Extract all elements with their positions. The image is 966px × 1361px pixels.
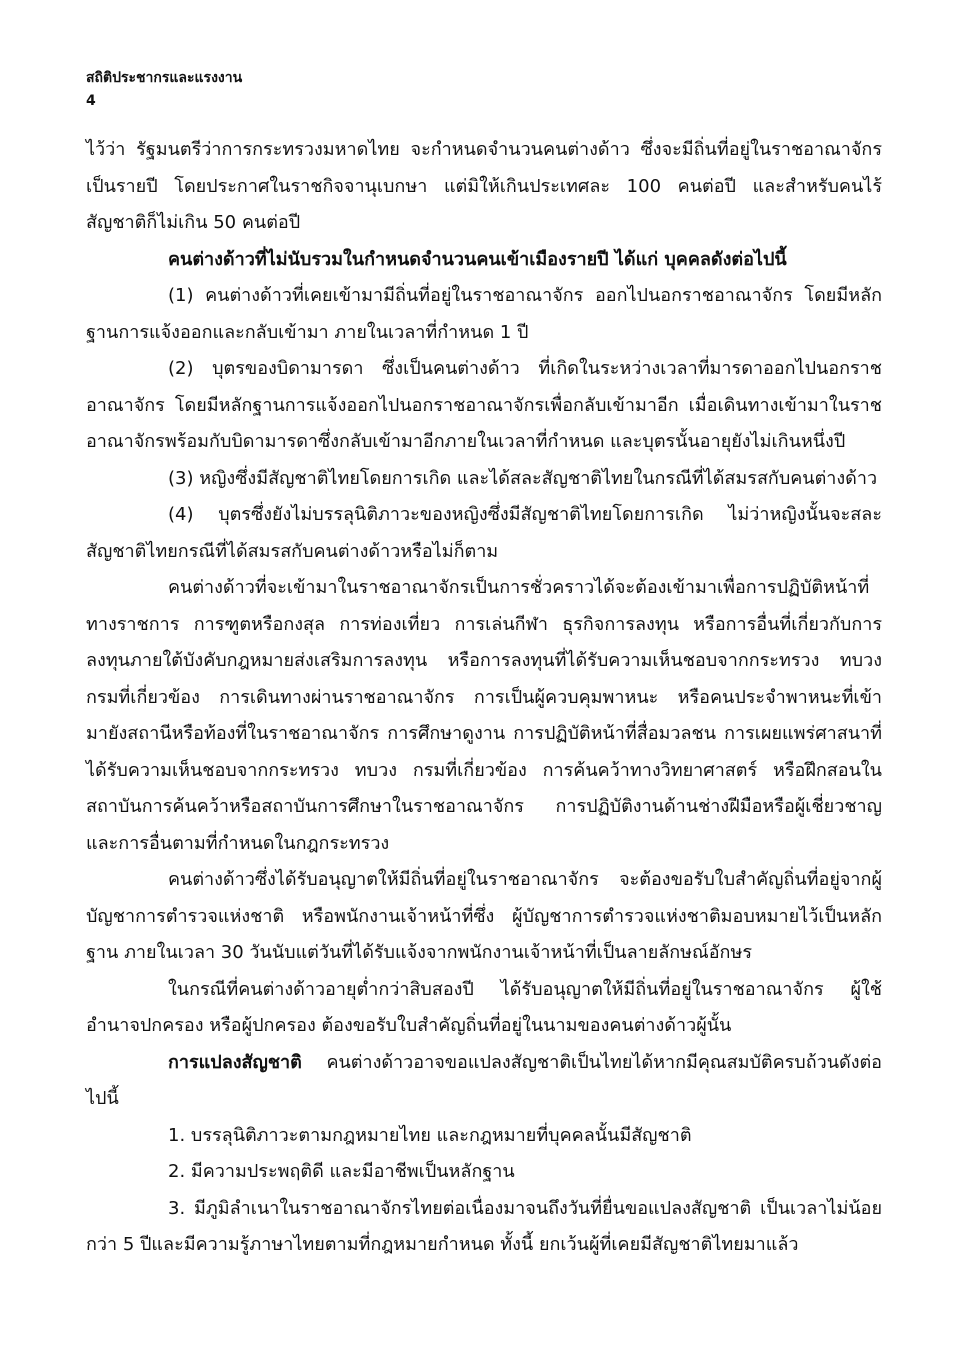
body-text <box>86 132 882 1264</box>
paragraph-10 <box>86 1045 882 1118</box>
list-item-1: 1. บรรลุนิติภาวะตามกฎหมายไทย และกฎหมายที่บุคคลนั้นมีสัญชาติ <box>168 1124 692 1146</box>
paragraph-3: (1) คนต่างด้าวที่เคยเข้ามามีถิ่นที่อยู่ในราชอาณาจักร ออกไปนอกราชอาณาจักร โดยมีหลักฐานการแจ้งออกและกลับเข้ามา ภายในเวลาที่กำหนด 1 ปี <box>86 285 882 343</box>
paragraph-9: ในกรณีที่คนต่างด้าวอายุต่ำกว่าสิบสองปี ได้รับอนุญาตให้มีถิ่นที่อยู่ในราชอาณาจักร ผู้ใช้อำนาจปกครอง หรือผู้ปกครอง ต้องขอรับใบสำคัญถิ่นที่อยู่ในนามของคนต่างด้าวผู้นั้น <box>86 978 882 1036</box>
list-item-3: 3. มีภูมิลำเนาในราชอาณาจักรไทยต่อเนื่องมาจนถึงวันที่ยื่นขอแปลงสัญชาติ เป็นเวลาไม่น้อยกว่า 5 ปีและมีความรู้ภาษาไทยตามที่กฎหมายกำหนด ทั้งนี้ ยกเว้นผู้ที่เคยมีสัญชาติไทยมาแล้ว <box>86 1197 882 1255</box>
paragraph-1: ไว้ว่า รัฐมนตรีว่าการกระทรวงมหาดไทย จะกำหนดจำนวนคนต่างด้าว ซึ่งจะมีถิ่นที่อยู่ในราชอาณาจักรเป็นรายปี โดยประกาศในราชกิจจานุเบกษา แต่มิให้เกินประเทศละ 100 คนต่อปี และสำหรับคนไร้สัญชาติก็ไม่เกิน 50 คนต่อปี <box>86 139 882 233</box>
list-item-2: 2. มีความประพฤติดี และมีอาชีพเป็นหลักฐาน <box>168 1161 515 1182</box>
paragraph-6: (4) บุตรซึ่งยังไม่บรรลุนิติภาวะของหญิงซึ่งมีสัญชาติไทยโดยการเกิด ไม่ว่าหญิงนั้นจะสละสัญชาติไทยกรณีที่ได้สมรสกับคนต่างด้าวหรือไม่ก็ตาม <box>86 504 882 562</box>
page-number: 4 <box>86 93 96 109</box>
naturalization-intro: คนต่างด้าวอาจขอแปลงสัญชาติเป็นไทยได้หากมีคุณสมบัติครบถ้วนดังต่อไปนี้ <box>86 1051 882 1109</box>
paragraph-8: คนต่างด้าวซึ่งได้รับอนุญาตให้มีถิ่นที่อยู่ในราชอาณาจักร จะต้องขอรับใบสำคัญถิ่นที่อยู่จากผู้บัญชาการตำรวจแห่งชาติ หรือพนักงานเจ้าหน้าที่ซึ่ง ผู้บัญชาการตำรวจแห่งชาติมอบหมายไว้เป็นหลักฐาน ภายในเวลา 30 วันนับแต่วันที่ได้รับแจ้งจากพนักงานเจ้าหน้าที่เป็นลายลักษณ์อักษร <box>86 869 882 963</box>
paragraph-4: (2) บุตรของบิดามารดา ซึ่งเป็นคนต่างด้าว ที่เกิดในระหว่างเวลาที่มารดาออกไปนอกราชอาณาจักร โดยมีหลักฐานการแจ้งออกไปนอกราชอาณาจักรเพื่อกลับเข้ามาอีก เมื่อเดินทางเข้ามาในราชอาณาจักรพร้อมกับบิดามารดาซึ่งกลับเข้ามาอีกภายในเวลาที่กำหนด และบุตรนั้นอายุยังไม่เกินหนึ่งปี <box>86 358 882 452</box>
paragraph-7: คนต่างด้าวที่จะเข้ามาในราชอาณาจักรเป็นการชั่วคราวได้จะต้องเข้ามาเพื่อการปฏิบัติหน้าที่ทางราชการ การฑูตหรือกงสุล การท่องเที่ยว การเล่นกีฬา ธุรกิจการลงทุน หรือการอื่นที่เกี่ยวกับการลงทุนภายใต้บังคับกฎหมายส่งเสริมการลงทุน หรือการลงทุนที่ได้รับความเห็นชอบจากกระทรวง ทบวง กรมที่เกี่ยวข้อง การเดินทางผ่านราชอาณาจักร การเป็นผู้ควบคุมพาหนะ หรือคนประจำพาหนะที่เข้ามายังสถานีหรือท้องที่ในราชอาณาจักร การศึกษาดูงาน การปฏิบัติหน้าที่สื่อมวลชน การเผยแพร่ศาสนาที่ได้รับความเห็นชอบจากกระทรวง ทบวง กรมที่เกี่ยวข้อง การค้นคว้าทางวิทยาศาสตร์ หรือฝึกสอนในสถาบันการค้นคว้าหรือสถาบันการศึกษาในราชอาณาจักร การปฏิบัติงานด้านช่างฝีมือหรือผู้เชี่ยวชาญ และการอื่นตามที่กำหนดในกฎกระทรวง <box>86 577 882 854</box>
paragraph-5: (3) หญิงซึ่งมีสัญชาติไทยโดยการเกิด และได้สละสัญชาติไทยในกรณีที่ได้สมรสกับคนต่างด้าว <box>168 467 878 489</box>
paragraph-2-bold: คนต่างด้าวที่ไม่นับรวมในกำหนดจำนวนคนเข้าเมืองรายปี ได้แก่ บุคคลดังต่อไปนี้ <box>168 248 787 270</box>
running-head-title: สถิติประชากรและแรงงาน <box>86 70 243 86</box>
naturalization-heading: การแปลงสัญชาติ <box>168 1051 302 1073</box>
